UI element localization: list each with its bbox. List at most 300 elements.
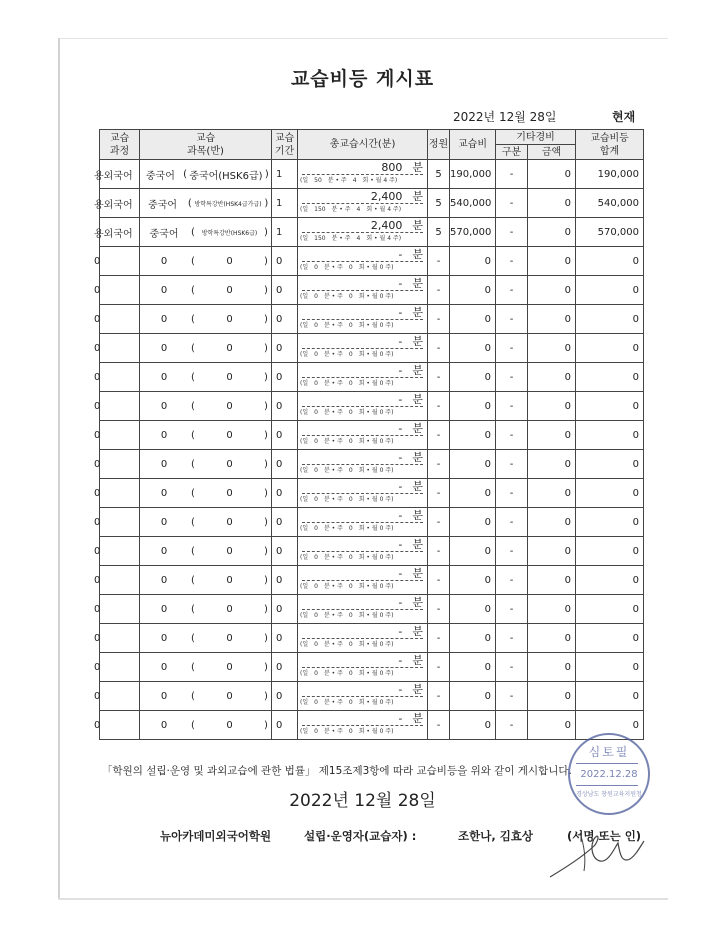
stamp-line-1: 심토필: [588, 745, 630, 759]
cell-capacity: 5: [428, 189, 450, 218]
class-name: 0: [226, 574, 233, 586]
cell-capacity: -: [428, 305, 450, 334]
academy-name: 뉴아카데미외국어학원: [160, 829, 272, 843]
cell-course: [94, 421, 140, 450]
cell-total: 190,000: [576, 160, 644, 189]
class-name: 0: [226, 487, 233, 499]
minutes-value: -: [398, 393, 403, 406]
minutes-unit: 분: [412, 277, 423, 290]
class-close-paren: ): [264, 429, 268, 441]
cell-other-type: -: [496, 363, 528, 392]
class-open-paren: (: [191, 632, 195, 644]
table-row: [100, 421, 644, 450]
hours-detail: (일 0 분 • 주 0 회 • 월 0 주): [300, 699, 394, 706]
subject-name: 0: [160, 632, 168, 644]
course-text: 0: [94, 632, 101, 644]
hours-detail: (일 0 분 • 주 0 회 • 월 0 주): [300, 728, 394, 735]
cell-other-type: -: [496, 682, 528, 711]
hours-detail: (일 0 분 • 주 0 회 • 월 0 주): [300, 612, 394, 619]
subject-name: 0: [160, 690, 168, 702]
subject-name: 0: [160, 429, 168, 441]
handwritten-signature: [540, 815, 650, 885]
minutes-unit: 분: [412, 335, 423, 348]
course-text: 0: [94, 690, 101, 702]
class-close-paren: ): [264, 371, 268, 383]
class-close-paren: ): [264, 545, 268, 557]
posting-date: 2022년 12월 28일: [453, 110, 557, 124]
cell-other-type: -: [496, 711, 528, 740]
cell-other-type: -: [496, 450, 528, 479]
cell-tuition: 0: [450, 421, 496, 450]
class-name: 0: [226, 255, 233, 267]
cell-period: 0: [272, 624, 298, 653]
cell-course: [94, 450, 140, 479]
cell-subject: [140, 682, 272, 711]
minutes-value: -: [398, 654, 403, 667]
cell-total-hours: [298, 363, 428, 392]
class-close-paren: ): [264, 516, 268, 528]
class-close-paren: ): [264, 226, 268, 238]
class-close-paren: ): [264, 574, 268, 586]
table-row: [100, 450, 644, 479]
cell-total-hours: [298, 537, 428, 566]
cell-capacity: 5: [428, 160, 450, 189]
cell-capacity: -: [428, 247, 450, 276]
course-text: 0: [94, 574, 101, 586]
minutes-value: -: [398, 625, 403, 638]
cell-course: [94, 363, 140, 392]
course-text: 0: [94, 284, 101, 296]
cell-course: [94, 479, 140, 508]
cell-period: 0: [272, 334, 298, 363]
cell-course: [94, 218, 140, 247]
cell-total: 0: [576, 566, 644, 595]
cell-other-type: -: [496, 334, 528, 363]
cell-course: [94, 653, 140, 682]
cell-total-hours: [298, 653, 428, 682]
cell-tuition: 0: [450, 653, 496, 682]
cell-subject: [140, 421, 272, 450]
table-row: [100, 160, 644, 189]
header-capacity: 정원: [428, 130, 450, 160]
cell-other-type: -: [496, 566, 528, 595]
cell-total: 0: [576, 537, 644, 566]
hours-detail: (일 0 분 • 주 0 회 • 월 0 주): [300, 293, 394, 300]
minutes-value: -: [398, 364, 403, 377]
class-open-paren: (: [191, 255, 195, 267]
cell-subject: [140, 247, 272, 276]
class-open-paren: (: [191, 487, 195, 499]
cell-other-amount: 0: [528, 218, 576, 247]
class-name: 0: [226, 661, 233, 673]
cell-period: 0: [272, 479, 298, 508]
posting-date-suffix: 현재: [612, 110, 636, 124]
cell-other-amount: 0: [528, 189, 576, 218]
cell-total-hours: [298, 595, 428, 624]
class-open-paren: (: [191, 545, 195, 557]
minutes-unit: 분: [412, 393, 423, 406]
cell-other-amount: 0: [528, 682, 576, 711]
cell-total: 540,000: [576, 189, 644, 218]
cell-other-amount: 0: [528, 566, 576, 595]
header-subject-text: 교습 과목(반): [187, 132, 224, 157]
operator-label: 설립·운영자(교습자) :: [304, 829, 417, 843]
cell-subject: [140, 508, 272, 537]
table-row: [100, 479, 644, 508]
table-row: [100, 624, 644, 653]
minutes-value: -: [398, 480, 403, 493]
subject-name: 0: [160, 342, 168, 354]
minutes-value: 2,400: [370, 190, 403, 203]
minutes-unit: 분: [412, 451, 423, 464]
class-name: 0: [226, 371, 233, 383]
course-text: 0: [94, 400, 101, 412]
header-other-fees: 기타경비: [496, 130, 576, 145]
cell-other-type: -: [496, 624, 528, 653]
cell-other-amount: 0: [528, 305, 576, 334]
minutes-unit: 분: [412, 306, 423, 319]
subject-name: 중국어: [148, 199, 178, 211]
header-total: [576, 130, 644, 160]
cell-total: 0: [576, 479, 644, 508]
cell-other-type: -: [496, 392, 528, 421]
hours-detail: (일 0 분 • 주 0 회 • 월 0 주): [300, 583, 394, 590]
table-row: [100, 363, 644, 392]
hours-detail: (일 0 분 • 주 0 회 • 월 0 주): [300, 525, 394, 532]
cell-other-amount: 0: [528, 276, 576, 305]
class-close-paren: ): [264, 690, 268, 702]
minutes-unit: 분: [412, 364, 423, 377]
cell-capacity: -: [428, 508, 450, 537]
minutes-value: -: [398, 306, 403, 319]
header-total-text: 교습비등 합계: [590, 132, 629, 157]
minutes-unit: 분: [412, 509, 423, 522]
minutes-value: -: [398, 277, 403, 290]
stamp-line-3: 경상남도 창원교육지원청: [576, 791, 642, 798]
course-text: 0: [94, 545, 101, 557]
cell-course: [94, 392, 140, 421]
subject-name: 0: [160, 400, 168, 412]
hours-detail: (일 150 분 • 주 4 회 • 월 4 주): [300, 235, 402, 242]
tuition-table: [94, 129, 644, 740]
cell-total-hours: [298, 189, 428, 218]
cell-subject: [140, 450, 272, 479]
header-total-hours: 총교습시간(분): [298, 130, 428, 160]
cell-period: 0: [272, 653, 298, 682]
cell-course: [94, 595, 140, 624]
class-name: 0: [226, 342, 233, 354]
cell-tuition: 570,000: [450, 218, 496, 247]
class-open-paren: (: [191, 719, 195, 731]
cell-tuition: 0: [450, 276, 496, 305]
cell-total-hours: [298, 479, 428, 508]
hours-detail: (일 0 분 • 주 0 회 • 월 0 주): [300, 264, 394, 271]
course-text: 0: [94, 371, 101, 383]
course-text: 0: [94, 661, 101, 673]
cell-subject: [140, 624, 272, 653]
cell-total-hours: [298, 160, 428, 189]
cell-total-hours: [298, 247, 428, 276]
cell-total-hours: [298, 682, 428, 711]
cell-other-amount: 0: [528, 363, 576, 392]
cell-period: 0: [272, 276, 298, 305]
cell-other-type: -: [496, 276, 528, 305]
cell-other-amount: 0: [528, 711, 576, 740]
header-period-text: 교습 기간: [274, 132, 295, 157]
cell-total-hours: [298, 508, 428, 537]
header-tuition: 교습비: [450, 130, 496, 160]
cell-capacity: -: [428, 421, 450, 450]
cell-tuition: 0: [450, 479, 496, 508]
minutes-unit: 분: [412, 219, 423, 232]
table-row: [100, 508, 644, 537]
table-row: [100, 276, 644, 305]
class-name: 0: [226, 284, 233, 296]
class-close-paren: ): [264, 197, 269, 209]
cell-other-amount: 0: [528, 624, 576, 653]
cell-total-hours: [298, 392, 428, 421]
cell-subject: [140, 305, 272, 334]
class-close-paren: ): [264, 487, 268, 499]
course-text: 0: [94, 719, 101, 731]
subject-name: 0: [160, 284, 168, 296]
subject-name: 중국어: [145, 170, 175, 182]
table-body: [94, 160, 644, 740]
class-open-paren: (: [191, 371, 195, 383]
minutes-unit: 분: [412, 712, 423, 725]
cell-total: 0: [576, 450, 644, 479]
cell-tuition: 0: [450, 363, 496, 392]
hours-detail: (일 0 분 • 주 0 회 • 월 0 주): [300, 380, 394, 387]
minutes-unit: 분: [412, 538, 423, 551]
minutes-unit: 분: [412, 625, 423, 638]
class-name: 방학특강반(HSK6급): [201, 229, 258, 237]
cell-tuition: 540,000: [450, 189, 496, 218]
cell-period: 0: [272, 450, 298, 479]
operator-names: 조한나, 김효상: [458, 829, 534, 843]
minutes-value: -: [398, 335, 403, 348]
hours-detail: (일 0 분 • 주 0 회 • 월 0 주): [300, 554, 394, 561]
class-close-paren: ): [264, 632, 268, 644]
course-text: 용외국어: [94, 199, 133, 211]
cell-course: [94, 566, 140, 595]
cell-total: 0: [576, 711, 644, 740]
minutes-value: -: [398, 422, 403, 435]
cell-total: 0: [576, 595, 644, 624]
cell-total-hours: [298, 334, 428, 363]
class-name: 0: [226, 313, 233, 325]
cell-total-hours: [298, 218, 428, 247]
cell-course: [94, 711, 140, 740]
cell-other-amount: 0: [528, 508, 576, 537]
cell-period: 1: [272, 218, 298, 247]
cell-total: 0: [576, 508, 644, 537]
cell-capacity: -: [428, 363, 450, 392]
cell-period: 0: [272, 247, 298, 276]
hours-detail: (일 0 분 • 주 0 회 • 월 0 주): [300, 351, 394, 358]
cell-total: 0: [576, 653, 644, 682]
cell-other-type: -: [496, 247, 528, 276]
course-text: 0: [94, 429, 101, 441]
cell-period: 0: [272, 711, 298, 740]
cell-period: 0: [272, 392, 298, 421]
cell-tuition: 0: [450, 450, 496, 479]
class-name: 0: [226, 400, 233, 412]
cell-course: [94, 537, 140, 566]
cell-total: 0: [576, 624, 644, 653]
class-name: 0: [226, 545, 233, 557]
cell-other-amount: 0: [528, 392, 576, 421]
table-row: [100, 305, 644, 334]
stamp-line-2: 2022.12.28: [580, 769, 638, 780]
header-other-type: 구분: [496, 145, 528, 160]
header-period: [272, 130, 298, 160]
table-row: [100, 218, 644, 247]
cell-period: 1: [272, 189, 298, 218]
header-course-text: 교습 과정: [109, 132, 130, 157]
cell-subject: [140, 392, 272, 421]
cell-course: [94, 624, 140, 653]
table-row: [100, 595, 644, 624]
hours-detail: (일 0 분 • 주 0 회 • 월 0 주): [300, 670, 394, 677]
subject-name: 0: [160, 574, 168, 586]
cell-total-hours: [298, 711, 428, 740]
minutes-unit: 분: [412, 248, 423, 261]
page-edge-left: [58, 38, 60, 900]
minutes-value: 2,400: [370, 219, 403, 232]
course-text: 0: [94, 313, 101, 325]
cell-other-amount: 0: [528, 421, 576, 450]
minutes-value: -: [398, 683, 403, 696]
class-open-paren: (: [191, 603, 195, 615]
cell-subject: [140, 218, 272, 247]
minutes-value: 800: [381, 161, 403, 174]
cell-subject: [140, 711, 272, 740]
class-open-paren: (: [191, 284, 195, 296]
table-row: [100, 566, 644, 595]
cell-course: [94, 682, 140, 711]
cell-total: 0: [576, 247, 644, 276]
table-row: [100, 682, 644, 711]
cell-tuition: 0: [450, 682, 496, 711]
cell-tuition: 0: [450, 595, 496, 624]
cell-total-hours: [298, 624, 428, 653]
minutes-unit: 분: [412, 683, 423, 696]
cell-capacity: -: [428, 450, 450, 479]
cell-other-amount: 0: [528, 653, 576, 682]
cell-capacity: -: [428, 392, 450, 421]
class-open-paren: (: [191, 661, 195, 673]
cell-period: 0: [272, 508, 298, 537]
cell-other-amount: 0: [528, 160, 576, 189]
cell-other-type: -: [496, 305, 528, 334]
minutes-unit: 분: [412, 422, 423, 435]
cell-total: 0: [576, 305, 644, 334]
cell-course: [94, 160, 140, 189]
course-text: 0: [94, 255, 101, 267]
page-title: 교습비등 게시표: [290, 68, 435, 90]
class-close-paren: ): [264, 458, 268, 470]
cell-tuition: 0: [450, 305, 496, 334]
cell-capacity: -: [428, 537, 450, 566]
cell-capacity: -: [428, 595, 450, 624]
minutes-unit: 분: [412, 596, 423, 609]
minutes-value: -: [398, 567, 403, 580]
cell-period: 0: [272, 595, 298, 624]
course-text: 0: [94, 516, 101, 528]
stamp-divider-top: [576, 763, 638, 764]
cell-total: 0: [576, 421, 644, 450]
subject-name: 0: [160, 458, 168, 470]
table-row: [100, 711, 644, 740]
cell-period: 0: [272, 566, 298, 595]
header-subject: [140, 130, 272, 160]
cell-total: 0: [576, 682, 644, 711]
cell-subject: [140, 595, 272, 624]
cell-tuition: 0: [450, 566, 496, 595]
cell-capacity: -: [428, 711, 450, 740]
subject-name: 0: [160, 313, 168, 325]
cell-other-amount: 0: [528, 450, 576, 479]
page-edge-top: [58, 38, 668, 39]
cell-other-type: -: [496, 653, 528, 682]
class-name: 0: [226, 429, 233, 441]
header-course: [100, 130, 140, 160]
minutes-value: -: [398, 248, 403, 261]
legal-notice: 「학원의 설립·운영 및 과외교습에 관한 법률」 제15조제3항에 따라 교습비등을 위와 같이 게시합니다.: [102, 765, 572, 777]
cell-other-type: -: [496, 508, 528, 537]
cell-course: [94, 305, 140, 334]
subject-name: 0: [160, 603, 168, 615]
table-row: [100, 334, 644, 363]
class-name: 방학특강반(HSK4급가급): [194, 200, 262, 208]
cell-subject: [140, 479, 272, 508]
class-open-paren: (: [191, 342, 195, 354]
cell-capacity: -: [428, 653, 450, 682]
cell-total: 0: [576, 363, 644, 392]
cell-other-type: -: [496, 189, 528, 218]
class-open-paren: (: [191, 313, 195, 325]
class-close-paren: ): [264, 661, 268, 673]
cell-total-hours: [298, 276, 428, 305]
class-close-paren: ): [264, 719, 268, 731]
cell-period: 0: [272, 363, 298, 392]
course-text: 0: [94, 603, 101, 615]
course-text: 0: [94, 342, 101, 354]
official-stamp: [568, 733, 650, 815]
class-close-paren: ): [264, 284, 268, 296]
class-open-paren: (: [191, 226, 195, 238]
cell-other-amount: 0: [528, 595, 576, 624]
cell-tuition: 0: [450, 624, 496, 653]
cell-period: 0: [272, 305, 298, 334]
table-row: [100, 189, 644, 218]
class-open-paren: (: [191, 574, 195, 586]
table-header-row: [100, 130, 644, 145]
class-close-paren: ): [264, 603, 268, 615]
subject-name: 0: [160, 545, 168, 557]
cell-capacity: -: [428, 566, 450, 595]
minutes-value: -: [398, 538, 403, 551]
class-name: 0: [226, 632, 233, 644]
cell-tuition: 0: [450, 508, 496, 537]
class-open-paren: (: [191, 400, 195, 412]
cell-other-amount: 0: [528, 247, 576, 276]
minutes-unit: 분: [412, 161, 423, 174]
subject-name: 중국어: [149, 228, 179, 240]
class-name: 0: [226, 690, 233, 702]
subject-name: 0: [160, 719, 168, 731]
